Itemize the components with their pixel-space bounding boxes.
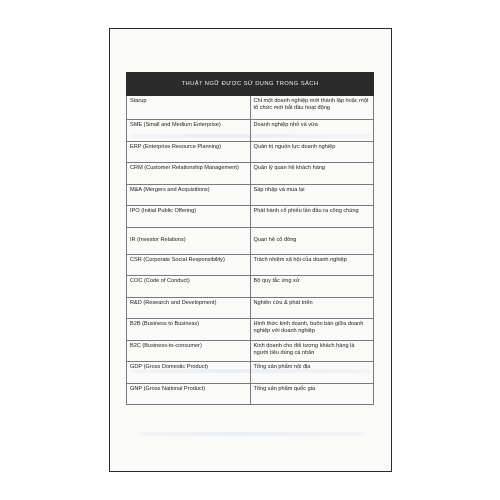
table-row xyxy=(127,141,374,163)
meaning-cell: Tổng sản phẩm quốc gia xyxy=(250,383,374,405)
meaning-cell: Kinh doanh cho đối tượng khách hàng là người tiêu dùng cá nhân xyxy=(250,340,374,362)
table-header: THUẬT NGỮ ĐƯỢC SỬ DỤNG TRONG SÁCH xyxy=(127,73,374,96)
table-row xyxy=(127,184,374,206)
table-row xyxy=(127,297,374,319)
table-row xyxy=(127,319,374,341)
meaning-cell: Chỉ một doanh nghiệp mới thành lập hoặc một tổ chức mới bắt đầu hoạt động xyxy=(250,96,374,120)
meaning-cell: Quan hệ cổ đông xyxy=(250,227,374,254)
meaning-cell: Doanh nghiệp nhỏ và vừa xyxy=(250,120,374,142)
term-cell: GDP (Gross Domestic Product) xyxy=(127,362,251,384)
meaning-cell: Phát hành cổ phiếu lần đầu ra công chúng xyxy=(250,206,374,228)
term-cell: IPO (Initial Public Offering) xyxy=(127,206,251,228)
meaning-cell: Hình thức kinh doanh, buôn bán giữa doanh nghiệp với doanh nghiệp xyxy=(250,319,374,341)
table-row xyxy=(127,362,374,384)
term-cell: CRM (Customer Relationship Management) xyxy=(127,163,251,185)
meaning-cell: Tổng sản phẩm nội địa xyxy=(250,362,374,384)
table-row xyxy=(127,383,374,405)
term-cell: IR (Investor Relations) xyxy=(127,227,251,254)
table-row xyxy=(127,163,374,185)
term-cell: M&A (Mergers and Acquisitions) xyxy=(127,184,251,206)
meaning-cell: Sáp nhập và mua lại xyxy=(250,184,374,206)
table-row xyxy=(127,254,374,276)
term-cell: Starup xyxy=(127,96,251,120)
meaning-cell: Bộ quy tắc ứng xử xyxy=(250,276,374,298)
meaning-cell: Nghiên cứu & phát triển xyxy=(250,297,374,319)
table-row xyxy=(127,227,374,254)
term-cell: R&D (Research and Development) xyxy=(127,297,251,319)
meaning-cell: Quản lý quan hệ khách hàng xyxy=(250,163,374,185)
table-row xyxy=(127,206,374,228)
term-cell: B2C (Business-to-consumer) xyxy=(127,340,251,362)
table-row xyxy=(127,340,374,362)
meaning-cell: Quản trị nguồn lực doanh nghiệp xyxy=(250,141,374,163)
show-through-text xyxy=(140,432,365,436)
faint-running-header xyxy=(300,36,370,42)
term-cell: GNP (Gross National Product) xyxy=(127,383,251,405)
glossary-table xyxy=(126,72,374,405)
table-row xyxy=(127,276,374,298)
term-cell: SME (Small and Medium Enterprise) xyxy=(127,120,251,142)
meaning-cell: Trách nhiệm xã hội của doanh nghiệp xyxy=(250,254,374,276)
table-row xyxy=(127,120,374,142)
table-row xyxy=(127,96,374,120)
term-cell: ERP (Enterprise Resource Planning) xyxy=(127,141,251,163)
term-cell: CSR (Corporate Social Responsibility) xyxy=(127,254,251,276)
term-cell: B2B (Business to Business) xyxy=(127,319,251,341)
term-cell: COC (Code of Conduct) xyxy=(127,276,251,298)
